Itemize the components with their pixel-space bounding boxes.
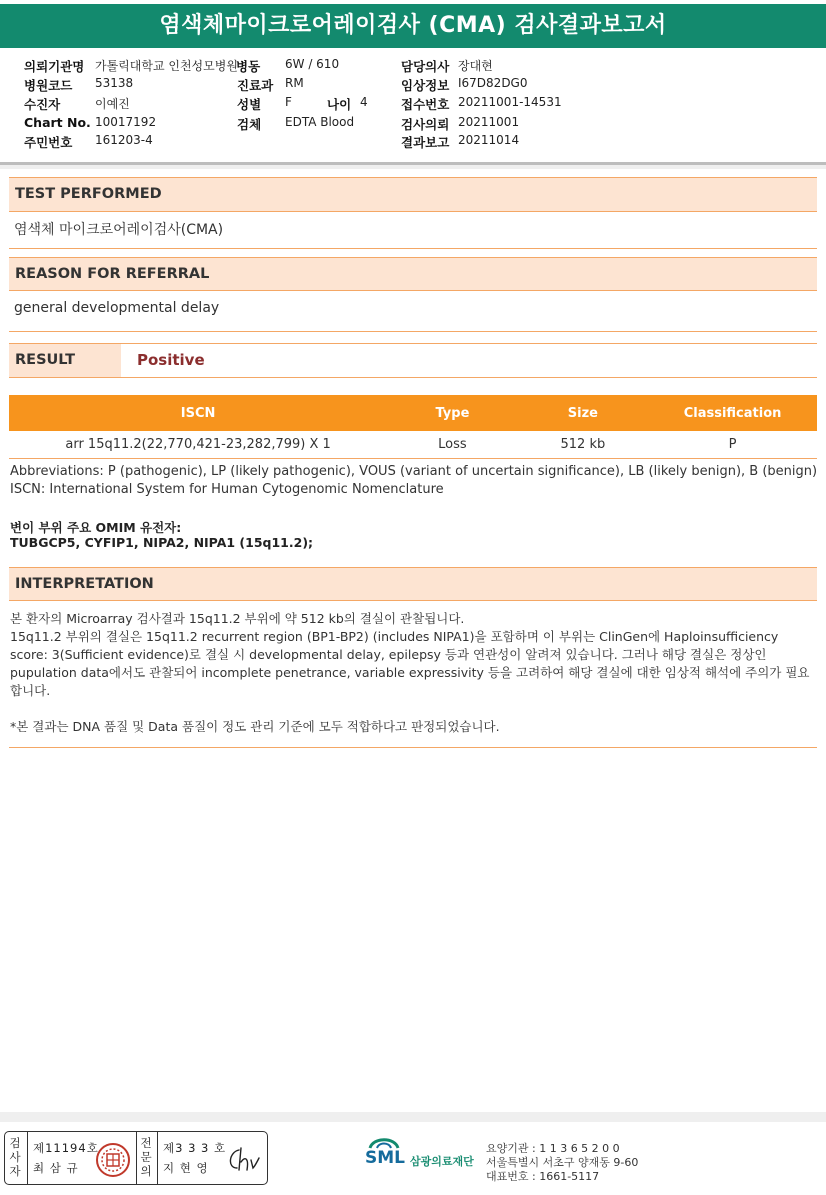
department-label: 진료과 <box>237 78 274 93</box>
interpretation-heading: INTERPRETATION <box>9 567 817 601</box>
omim-heading: 변이 부위 주요 OMIM 유전자: <box>10 520 182 535</box>
hospital-code-value: 53138 <box>95 76 134 90</box>
physician-label: 담당의사 <box>401 59 450 74</box>
specimen-value: EDTA Blood <box>285 115 355 129</box>
org-code: 요양기관 : 1 1 3 6 5 2 0 0 <box>486 1142 620 1155</box>
sml-logo: SML <box>365 1148 405 1168</box>
test-performed-heading: TEST PERFORMED <box>9 177 817 212</box>
sex-value: F <box>285 95 292 109</box>
department-value: RM <box>285 76 304 90</box>
referral-text: general developmental delay <box>14 300 220 316</box>
org-phone: 대표번호 : 1661-5117 <box>486 1170 600 1183</box>
report-date-value: 20211014 <box>458 133 520 147</box>
examiner-license: 제11194호 <box>33 1141 99 1155</box>
examiner-vertical-label: 검 사 자 <box>9 1136 21 1178</box>
ward-label: 병동 <box>236 59 261 74</box>
age-label: 나이 <box>327 97 352 112</box>
referral-heading: REASON FOR REFERRAL <box>9 257 817 291</box>
cell-iscn: arr 15q11.2(22,770,421-23,282,799) X 1 <box>9 431 387 459</box>
report-date-label: 결과보고 <box>401 135 450 150</box>
cell-size: 512 kb <box>518 431 648 459</box>
interpretation-note: *본 결과는 DNA 품질 및 Data 품질이 정도 관리 기준에 모두 적합하다고 판정되었습니다. <box>10 719 500 734</box>
sig-separator <box>136 1132 137 1184</box>
examiner-name: 최 삼 규 <box>33 1161 79 1175</box>
signature-box <box>4 1131 268 1185</box>
specialist-name: 지 현 영 <box>163 1161 209 1175</box>
handwritten-signature <box>225 1144 263 1174</box>
hospital-code-label: 병원코드 <box>24 78 73 93</box>
specimen-label: 검체 <box>237 117 262 132</box>
table-row <box>9 431 817 459</box>
col-header-size: Size <box>518 395 648 431</box>
iscn-note: ISCN: International System for Human Cytogenomic Nomenclature <box>10 482 444 497</box>
abbreviations-text: Abbreviations: P (pathogenic), LP (likely pathogenic), VOUS (variant of uncertain significance), LB (likely benign), B (benign) <box>10 464 818 479</box>
receipt-no-value: 20211001-14531 <box>458 95 562 109</box>
divider-line <box>9 331 817 332</box>
chart-no-value: 10017192 <box>95 115 157 129</box>
iscn-table <box>9 395 817 459</box>
header-divider-shadow <box>0 165 826 169</box>
interpretation-line1: 본 환자의 Microarray 검사결과 15q11.2 부위에 약 512 kb의 결실이 관찰됩니다. <box>10 611 465 626</box>
result-value: Positive <box>137 351 205 369</box>
clinical-info-value: I67D82DG0 <box>458 76 528 90</box>
col-header-type: Type <box>387 395 517 431</box>
report-title: 염색체마이크로어레이검사 (CMA) 검사결과보고서 <box>0 4 826 48</box>
specialist-vertical-label: 전 문 의 <box>140 1136 152 1178</box>
patient-label: 수진자 <box>24 97 61 112</box>
institution-label: 의뢰기관명 <box>24 59 85 74</box>
sig-separator <box>157 1132 158 1184</box>
receipt-no-label: 접수번호 <box>401 97 450 112</box>
org-address: 서울특별시 서초구 양재동 9-60 <box>486 1156 639 1169</box>
result-row <box>9 343 817 378</box>
institution-value: 가톨릭대학교 인천성모병원 <box>95 59 238 73</box>
id-no-label: 주민번호 <box>24 135 73 150</box>
seal-stamp-icon <box>95 1142 131 1178</box>
result-label: RESULT <box>9 344 121 377</box>
divider-line <box>9 747 817 748</box>
cell-type: Loss <box>387 431 517 459</box>
physician-value: 장대현 <box>458 59 493 73</box>
clinical-info-label: 임상정보 <box>401 78 450 93</box>
specialist-license: 제3 3 3 호 <box>163 1141 227 1155</box>
sex-label: 성별 <box>237 97 262 112</box>
request-date-label: 검사의뢰 <box>401 117 450 132</box>
test-performed-text: 염색체 마이크로어레이검사(CMA) <box>14 222 224 238</box>
omim-genes: TUBGCP5, CYFIP1, NIPA2, NIPA1 (15q11.2); <box>10 535 314 550</box>
chart-no-label: Chart No. <box>24 115 91 130</box>
col-header-iscn: ISCN <box>9 395 387 431</box>
age-value: 4 <box>360 95 368 109</box>
organization-name: 삼광의료재단 <box>410 1155 474 1168</box>
interpretation-line2: 15q11.2 부위의 결실은 15q11.2 recurrent region (BP1-BP2) (includes NIPA1)을 포함하며 이 부위는 ClinGen에 Haploinsufficiency score: 3(Sufficient evidence)로 결실 시 developmental delay, epilepsy 등과 연관성이 알려져 있습니다. 그러나 해당 결실은 정상인 pupulation data에서도 관찰되어 incomplete penetrance, variable expressivity 등을 고려하여 해당 결실에 대한 임상적 해석에 주의가 필요합니다. <box>10 629 810 698</box>
id-no-value: 161203-4 <box>95 133 153 147</box>
col-header-classification: Classification <box>648 395 817 431</box>
patient-value: 이예진 <box>95 97 130 111</box>
divider-line <box>9 248 817 249</box>
ward-value: 6W / 610 <box>285 57 340 71</box>
cell-classification: P <box>648 431 817 459</box>
footer-band <box>0 1112 826 1122</box>
sig-separator <box>27 1132 28 1184</box>
request-date-value: 20211001 <box>458 115 520 129</box>
